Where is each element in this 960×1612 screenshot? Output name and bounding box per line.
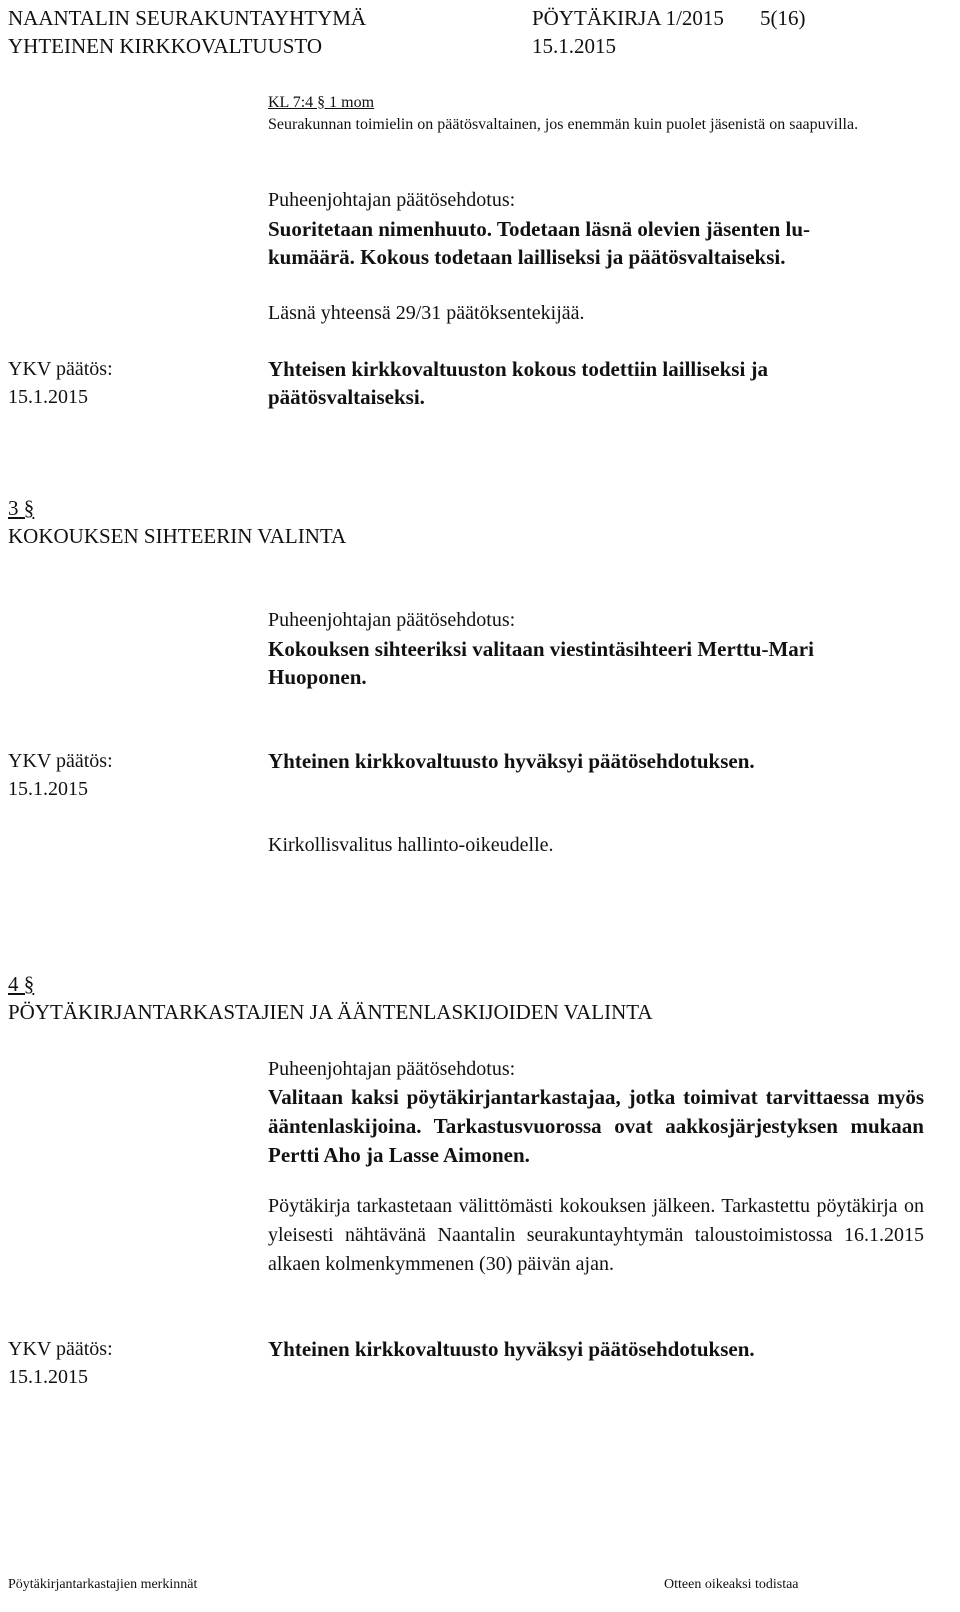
law-text: Seurakunnan toimielin on päätösvaltainen, jos enemmän kuin puolet jäsenistä on saapuvilla. xyxy=(268,116,859,133)
item2-proposal-line2: kumäärä. Kokous todetaan lailliseksi ja päätösvaltaiseksi. xyxy=(268,245,786,269)
item4-title: PÖYTÄKIRJANTARKASTAJIEN JA ÄÄNTENLASKIJOIDEN VALINTA xyxy=(8,1000,653,1024)
item2-decision-line1: Yhteisen kirkkovaltuuston kokous todettiin lailliseksi ja xyxy=(268,357,769,381)
item2-decision-date: 15.1.2015 xyxy=(8,386,88,408)
item2-present: Läsnä yhteensä 29/31 päätöksentekijää. xyxy=(268,302,585,324)
header-date: 15.1.2015 xyxy=(532,34,616,58)
item4-decision-date: 15.1.2015 xyxy=(8,1366,88,1388)
item4-decision-label: YKV päätös: xyxy=(8,1338,113,1360)
header-body-name: YHTEINEN KIRKKOVALTUUSTO xyxy=(8,34,323,58)
item3-title: KOKOUKSEN SIHTEERIN VALINTA xyxy=(8,524,347,548)
item2-proposal-line1: Suoritetaan nimenhuuto. Todetaan läsnä olevien jäsenten lu- xyxy=(268,217,811,241)
item2-decision-label: YKV päätös: xyxy=(8,358,113,380)
law-reference: KL 7:4 § 1 mom xyxy=(268,94,375,111)
item3-decision-label: YKV päätös: xyxy=(8,750,113,772)
item3-decision-date: 15.1.2015 xyxy=(8,778,88,800)
item4-number: 4 § xyxy=(8,972,35,996)
item2-proposal-label: Puheenjohtajan päätösehdotus: xyxy=(268,189,516,211)
item3-number: 3 § xyxy=(8,496,35,520)
item3-decision: Yhteinen kirkkovaltuusto hyväksyi päätösehdotuksen. xyxy=(268,749,755,773)
header-page-number: 5(16) xyxy=(760,6,806,30)
footer-certification: Otteen oikeaksi todistaa xyxy=(664,1577,799,1592)
item3-proposal-line2: Huoponen. xyxy=(268,665,367,689)
item4-decision: Yhteinen kirkkovaltuusto hyväksyi päätösehdotuksen. xyxy=(268,1337,755,1361)
item3-proposal-label: Puheenjohtajan päätösehdotus: xyxy=(268,609,516,631)
item4-proposal-label: Puheenjohtajan päätösehdotus: xyxy=(268,1058,516,1080)
item3-appeal: Kirkollisvalitus hallinto-oikeudelle. xyxy=(268,834,554,856)
header-organization: NAANTALIN SEURAKUNTAYHTYMÄ xyxy=(8,6,367,30)
item3-proposal-line1: Kokouksen sihteeriksi valitaan viestintäsihteeri Merttu-Mari xyxy=(268,637,814,661)
header-document-title: PÖYTÄKIRJA 1/2015 xyxy=(532,6,724,30)
item4-proposal: Valitaan kaksi pöytäkirjantarkastajaa, jotka toimivat tarvittaessa myös ääntenlaskijoina. Tarkastusvuorossa ovat aakkosjärjestyksen mukaan Pertti Aho ja Lasse Aimonen. xyxy=(268,1085,924,1167)
item4-note: Pöytäkirja tarkastetaan välittömästi kokouksen jälkeen. Tarkastettu pöytäkirja on yleisesti nähtävänä Naantalin seurakuntayhtymän taloustoimistossa 16.1.2015 alkaen kolmenkymmenen (30) päivän ajan. xyxy=(268,1195,924,1275)
item2-decision-line2: päätösvaltaiseksi. xyxy=(268,385,425,409)
footer-reviewers-notes: Pöytäkirjantarkastajien merkinnät xyxy=(8,1577,198,1592)
